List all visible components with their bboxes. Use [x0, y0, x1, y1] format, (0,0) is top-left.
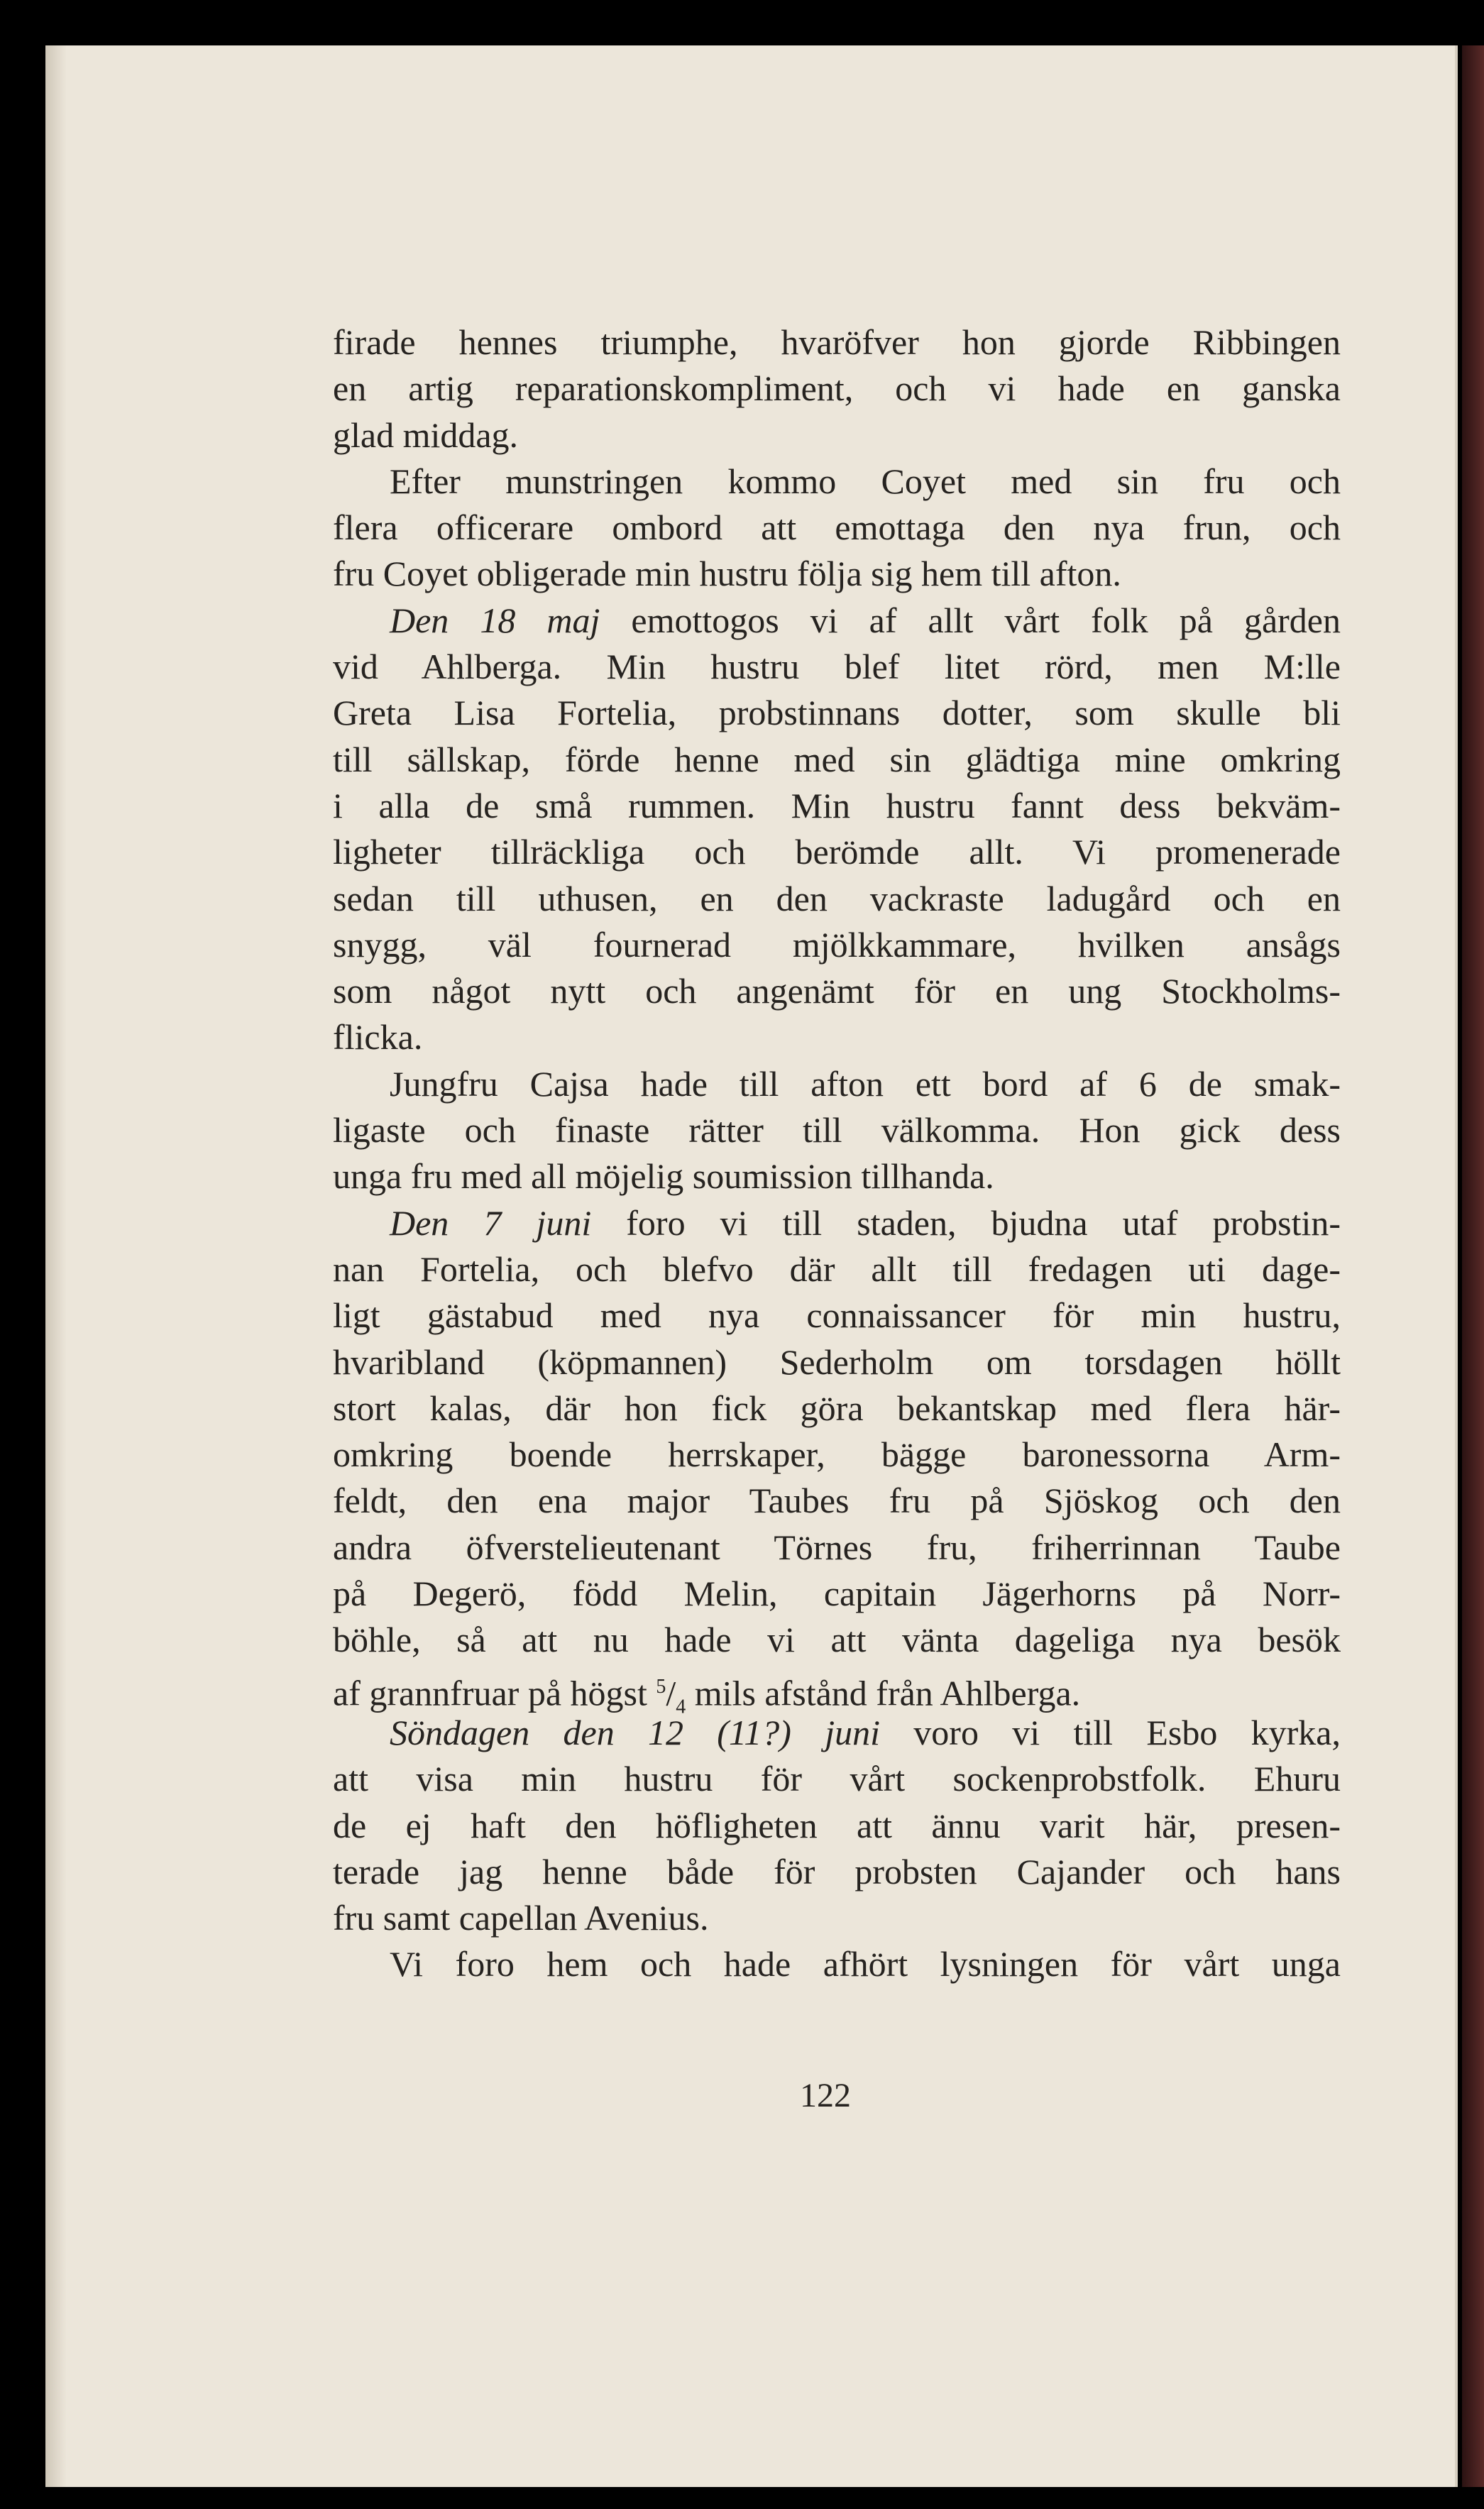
- text-line: [333, 1061, 1341, 1107]
- text-run: Jungfru Cajsa hade till afton ett bord af 6 de smak-: [390, 1063, 1341, 1104]
- text-run: att visa min hustru för vårt sockenprobstfolk. Ehuru: [333, 1759, 1341, 1799]
- text-run: som något nytt och angenämt för en ung Stockholms-: [333, 971, 1341, 1011]
- text-line: [333, 1895, 1341, 1941]
- text-line: [333, 459, 1341, 505]
- text-line: [333, 1339, 1341, 1385]
- page-number: 122: [800, 2077, 851, 2114]
- text-run: Greta Lisa Fortelia, probstinnans dotter, som skulle bli: [333, 693, 1341, 733]
- text-run: 4: [676, 1696, 686, 1718]
- text-run: stort kalas, där hon fick göra bekantskap med flera här-: [333, 1388, 1341, 1428]
- text-line: [333, 505, 1341, 551]
- text-line: [333, 690, 1341, 736]
- text-run: vid Ahlberga. Min hustru blef litet rörd, men M:lle: [333, 647, 1341, 687]
- text-line: [333, 1385, 1341, 1432]
- text-run: terade jag henne både för probsten Cajander och hans: [333, 1851, 1341, 1892]
- text-line: [333, 1710, 1341, 1756]
- text-line: [333, 968, 1341, 1014]
- text-run: unga fru med all möjelig soumission tillhanda.: [333, 1156, 994, 1197]
- text-run: sedan till uthusen, en den vackraste ladugård och en: [333, 878, 1341, 918]
- text-line: [333, 829, 1341, 875]
- text-run: andra öfverstelieutenant Törnes fru, friherrinnan Taube: [333, 1527, 1341, 1567]
- text-run: 5: [656, 1675, 666, 1698]
- text-line: [333, 1200, 1341, 1246]
- text-run: foro vi till staden, bjudna utaf probstin-: [591, 1202, 1341, 1243]
- text-run: flicka.: [333, 1017, 423, 1058]
- text-run: på Degerö, född Melin, capitain Jägerhorns på Norr-: [333, 1574, 1341, 1614]
- text-line: [333, 783, 1341, 829]
- date-heading: Söndagen den 12 (11?) juni: [390, 1712, 880, 1752]
- date-heading: Den 7 juni: [390, 1202, 592, 1243]
- text-line: [333, 319, 1341, 366]
- text-run: ligaste och finaste rätter till välkomma. Hon gick dess: [333, 1110, 1341, 1151]
- text-run: ligheter tillräckliga och berömde allt. Vi promenerade: [333, 832, 1341, 872]
- text-run: feldt, den ena major Taubes fru på Sjöskog och den: [333, 1481, 1341, 1521]
- date-heading: Den 18 maj: [390, 600, 600, 640]
- text-line: [333, 1432, 1341, 1478]
- text-line: [333, 1246, 1341, 1292]
- text-run: flera officerare ombord att emottaga den nya frun, och: [333, 507, 1341, 548]
- text-line: [333, 1664, 1341, 1718]
- text-line: [333, 1014, 1341, 1060]
- text-line: [333, 551, 1341, 597]
- text-run: ligt gästabud med nya connaissancer för min hustru,: [333, 1295, 1341, 1336]
- text-run: mils afstånd från Ahlberga.: [686, 1673, 1081, 1713]
- text-run: Efter munstringen kommo Coyet med sin fru och: [390, 461, 1341, 501]
- text-line: [333, 1107, 1341, 1153]
- text-line: [333, 598, 1341, 644]
- text-line: [333, 737, 1341, 783]
- text-line: [333, 1478, 1341, 1524]
- text-line: [333, 366, 1341, 412]
- text-run: af grannfruar på högst: [333, 1673, 656, 1713]
- text-run: fru samt capellan Avenius.: [333, 1898, 709, 1938]
- text-line: [333, 1941, 1341, 1987]
- text-run: böhle, så att nu hade vi att vänta dageliga nya besök: [333, 1620, 1341, 1660]
- page-gutter: [45, 45, 67, 2487]
- text-line: [333, 1525, 1341, 1571]
- text-run: de ej haft den höfligheten att ännu varit här, presen-: [333, 1805, 1341, 1845]
- text-run: fru Coyet obligerade min hustru följa sig hem till afton.: [333, 554, 1121, 594]
- text-run: nan Fortelia, och blefvo där allt till fredagen uti dage-: [333, 1248, 1341, 1289]
- text-line: [333, 1803, 1341, 1849]
- text-line: [333, 1571, 1341, 1617]
- text-run: emottogos vi af allt vårt folk på gården: [600, 600, 1341, 640]
- text-run: Vi foro hem och hade afhört lysningen för vårt unga: [390, 1944, 1341, 1984]
- text-line: [333, 1617, 1341, 1663]
- text-run: voro vi till Esbo kyrka,: [880, 1712, 1341, 1752]
- text-run: till sällskap, förde henne med sin glädtiga mine omkring: [333, 739, 1341, 779]
- text-run: glad middag.: [333, 414, 519, 455]
- text-line: [333, 1153, 1341, 1199]
- text-line: [333, 1292, 1341, 1339]
- text-run: firade hennes triumphe, hvaröfver hon gjorde Ribbingen: [333, 322, 1341, 362]
- book-edge: [1462, 45, 1484, 2487]
- text-run: i alla de små rummen. Min hustru fannt dess bekväm-: [333, 785, 1341, 825]
- text-line: [333, 644, 1341, 690]
- text-run: omkring boende herrskaper, bägge baronessorna Arm-: [333, 1434, 1341, 1475]
- text-line: [333, 1849, 1341, 1895]
- text-line: [333, 922, 1341, 968]
- text-run: snygg, väl fournerad mjölkkammare, hvilken ansågs: [333, 924, 1341, 965]
- text-line: [333, 876, 1341, 922]
- text-line: [333, 1756, 1341, 1802]
- text-line: [333, 412, 1341, 459]
- text-run: en artig reparationskompliment, och vi hade en ganska: [333, 368, 1341, 409]
- body-text: [333, 319, 1341, 1988]
- text-run: /: [666, 1673, 676, 1713]
- text-run: hvaribland (köpmannen) Sederholm om torsdagen höllt: [333, 1341, 1341, 1382]
